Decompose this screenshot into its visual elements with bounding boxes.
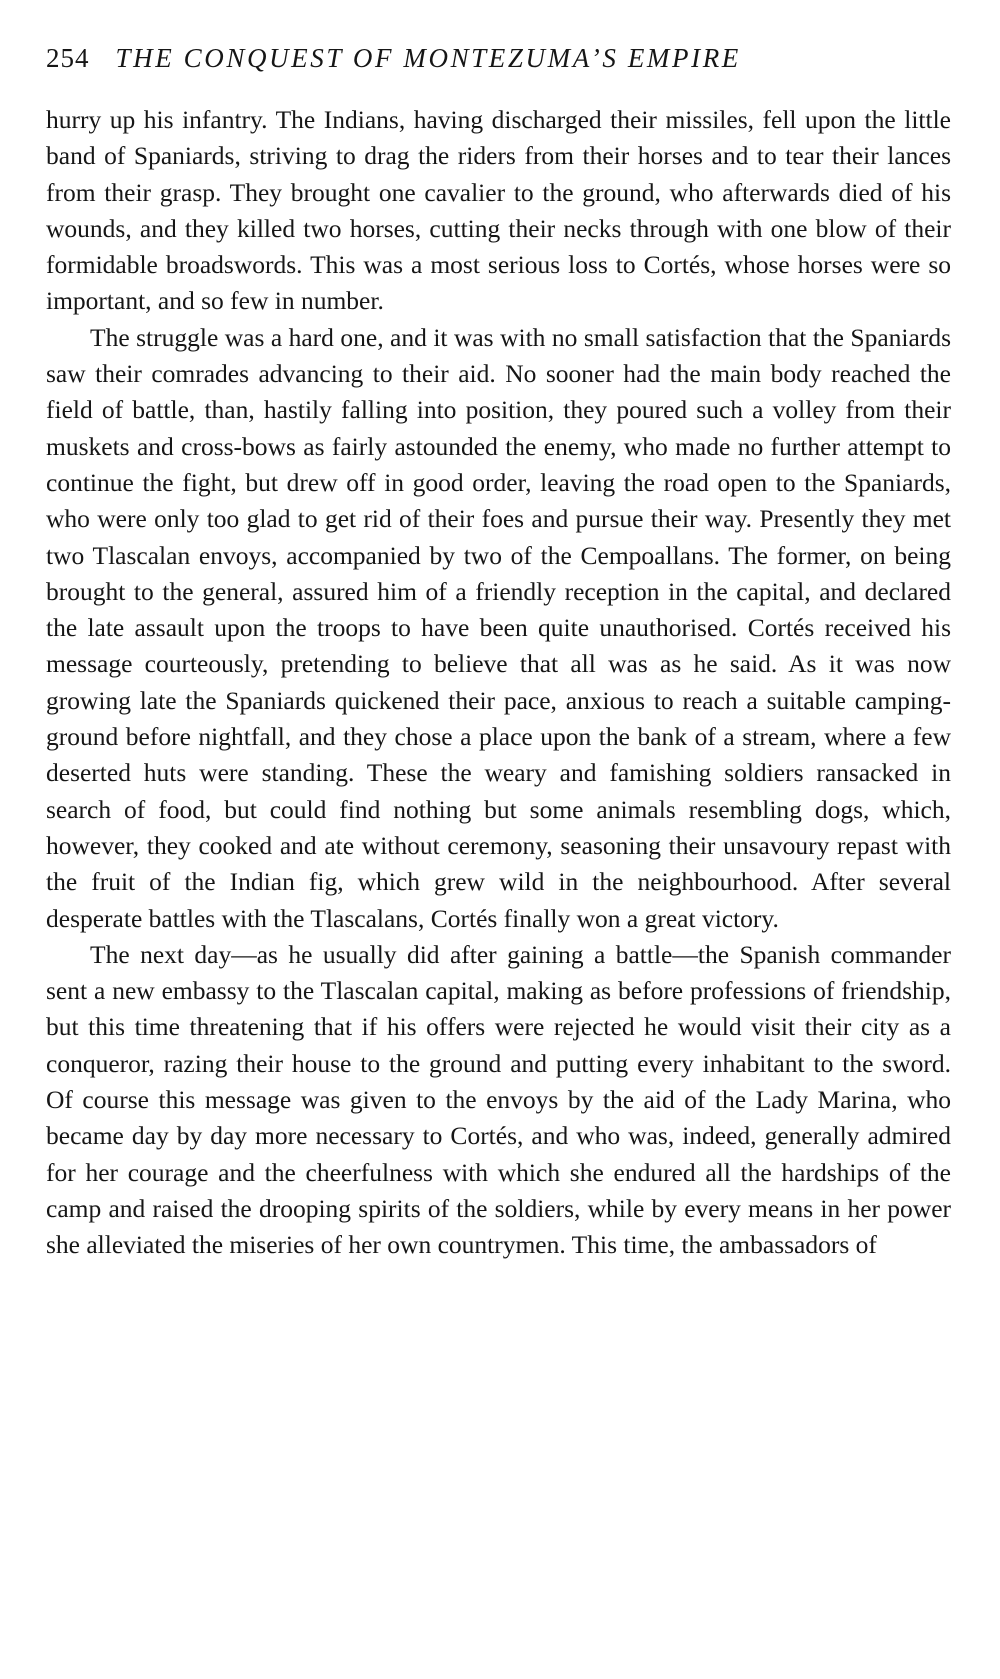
paragraph-continued: hurry up his infantry. The Indians, having discharged their missiles, fell upon the little band of Spaniards, striving to drag the riders from their horses and to tear their lances from their grasp. They brought one cavalier to the ground, who afterwards died of his wounds, and they killed two horses, cutting their necks through with one blow of their formidable broadswords. This was a most serious loss to Cortés, whose horses were so important, and so few in number. bbox=[46, 105, 951, 316]
page-number: 254 bbox=[46, 43, 90, 73]
body-text bbox=[46, 102, 951, 1264]
paragraph-next-day: The next day—as he usually did after gaining a battle—the Spanish commander sent a new embassy to the Tlascalan capital, making as before professions of friendship, but this time threatening that if his offers were rejected he would visit their city as a conqueror, razing their house to the ground and putting every inhabitant to the sword. Of course this message was given to the envoys by the aid of the Lady Marina, who became day by day more necessary to Cortés, and who was, indeed, generally admired for her courage and the cheerfulness with which she endured all the hardships of the camp and raised the drooping spirits of the soldiers, while by every means in her power she alleviated the miseries of her own countrymen. This time, the ambassadors of bbox=[46, 939, 951, 1260]
running-head bbox=[46, 38, 951, 78]
paragraph-struggle: The struggle was a hard one, and it was with no small satisfaction that the Spaniards saw their comrades advancing to their aid. No sooner had the main body reached the field of battle, than, hastily falling into position, they poured such a volley from their muskets and cross-bows as fairly astounded the enemy, who made no further attempt to continue the fight, but drew off in good order, leaving the road open to the Spaniards, who were only too glad to get rid of their foes and pursue their way. Presently they met two Tlascalan envoys, accompanied by two of the Cempoallans. The former, on being brought to the general, assured him of a friendly reception in the capital, and declared the late assault upon the troops to have been quite unauthorised. Cortés received his message courteously, pretending to believe that all was as he said. As it was now growing late the Spaniards quickened their pace, anxious to reach a suitable camping-ground before nightfall, and they chose a place upon the bank of a stream, where a few deserted huts were standing. These the weary and famishing soldiers ransacked in search of food, but could find nothing but some animals resembling dogs, which, however, they cooked and ate without ceremony, seasoning their unsavoury repast with the fruit of the Indian fig, which grew wild in the neighbourhood. After several desperate battles with the Tlascalans, Cortés finally won a great victory. bbox=[46, 322, 951, 933]
running-title: THE CONQUEST OF MONTEZUMA’S EMPIRE bbox=[115, 43, 741, 73]
book-page bbox=[46, 38, 951, 1264]
